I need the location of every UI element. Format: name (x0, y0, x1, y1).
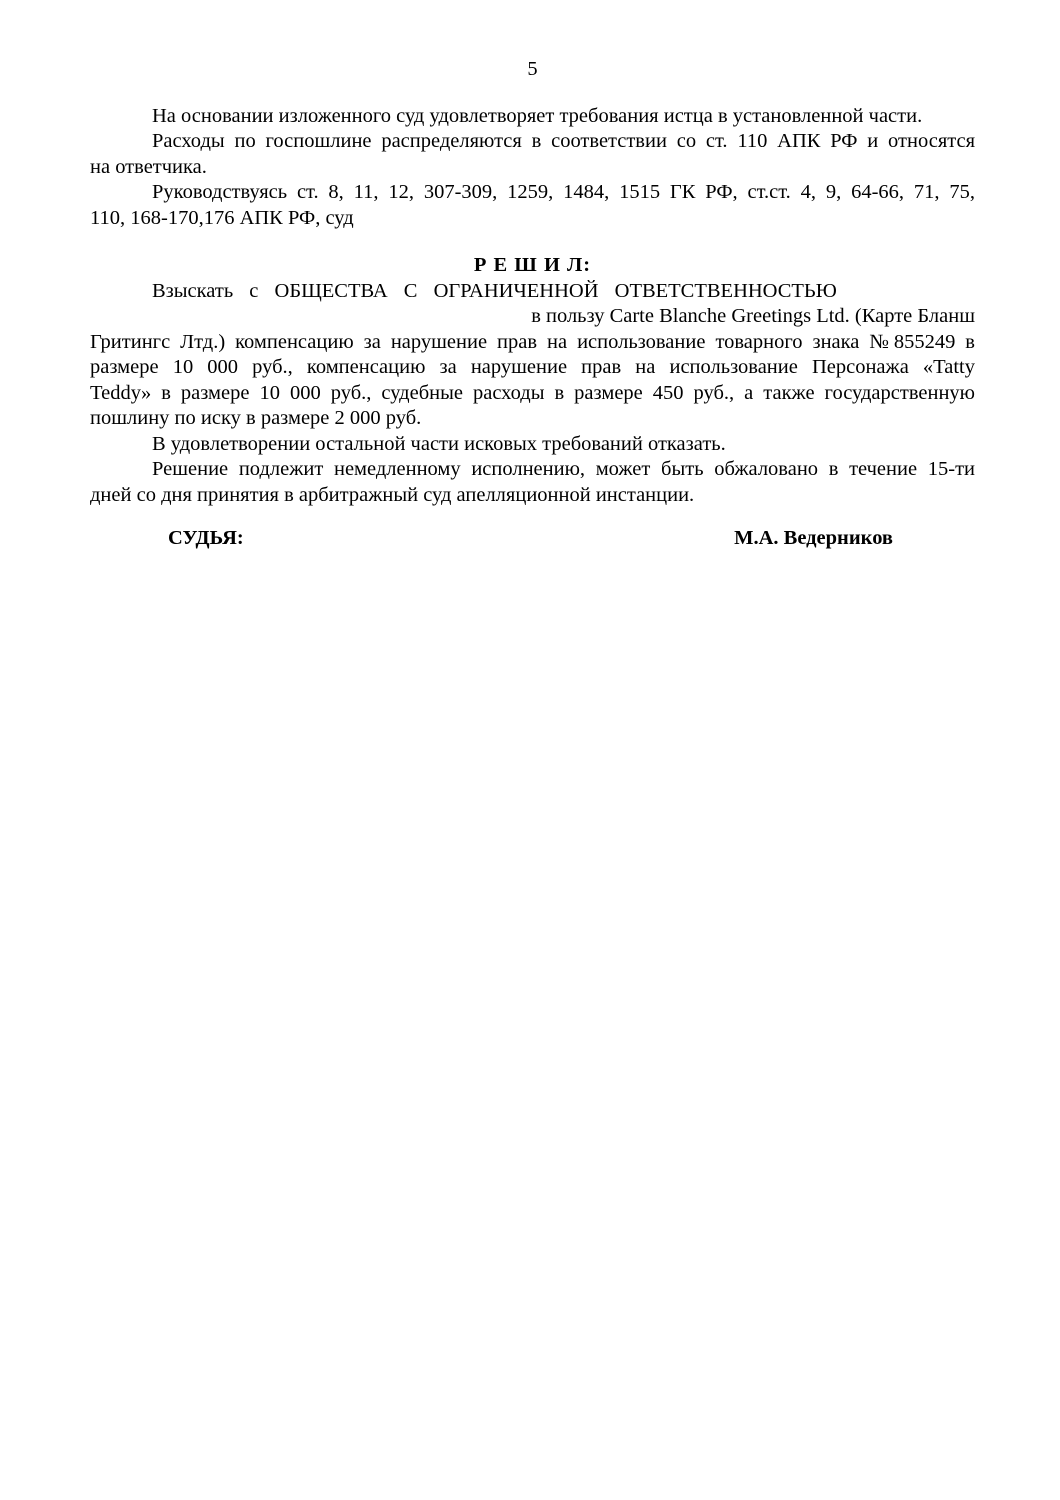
paragraph-guided-by (90, 180, 975, 231)
page-number: 5 (527, 58, 538, 80)
paragraph-costs (90, 129, 975, 180)
judge-name: М.А. Ведерников (734, 527, 893, 549)
paragraph-ruling (90, 279, 975, 432)
paragraph-appeal (90, 457, 975, 508)
paragraph-costs-line-2: на ответчика. (90, 155, 207, 178)
paragraph-costs-line-1: Расходы по госпошлине распределяются в соответствии со ст. 110 АПК РФ и относятся (152, 130, 975, 152)
judge-label: СУДЬЯ: (168, 527, 244, 549)
paragraph-ruling-line-3: Гритингс Лтд.) компенсацию за нарушение прав на использование товарного знака №855249 в (90, 330, 975, 353)
paragraph-basis (90, 104, 975, 130)
paragraph-guided-line-1: Руководствуясь ст. 8, 11, 12, 307-309, 1259, 1484, 1515 ГК РФ, ст.ст. 4, 9, 64-66, 71, 75, (152, 181, 975, 203)
paragraph-ruling-line-2: в пользу Carte Blanche Greetings Ltd. (Карте Бланш (531, 305, 975, 327)
paragraph-basis-line: На основании изложенного суд удовлетворяет требования истца в установленной части. (152, 104, 923, 127)
paragraph-ruling-line-5: Teddy» в размере 10 000 руб., судебные расходы в размере 450 руб., а также государственную (90, 381, 975, 404)
paragraph-denial-line: В удовлетворении остальной части исковых требований отказать. (152, 432, 726, 455)
paragraph-denial (90, 432, 975, 458)
paragraph-ruling-line-4: размере 10 000 руб., компенсацию за нарушение прав на использование Персонажа «Tatty (90, 356, 975, 378)
resolved-heading: Р Е Ш И Л: (473, 254, 592, 276)
paragraph-ruling-line-6: пошлину по иску в размере 2 000 руб. (90, 407, 422, 429)
signature-row (90, 526, 975, 552)
paragraph-appeal-line-1: Решение подлежит немедленному исполнению, может быть обжаловано в течение 15-ти (152, 458, 975, 480)
paragraph-guided-line-2: 110, 168-170,176 АПК РФ, суд (90, 206, 354, 229)
paragraph-ruling-line-1: Взыскать с ОБЩЕСТВА С ОГРАНИЧЕННОЙ ОТВЕТСТВЕННОСТЬЮ (152, 279, 837, 302)
paragraph-appeal-line-2: дней со дня принятия в арбитражный суд апелляционной инстанции. (90, 483, 695, 506)
